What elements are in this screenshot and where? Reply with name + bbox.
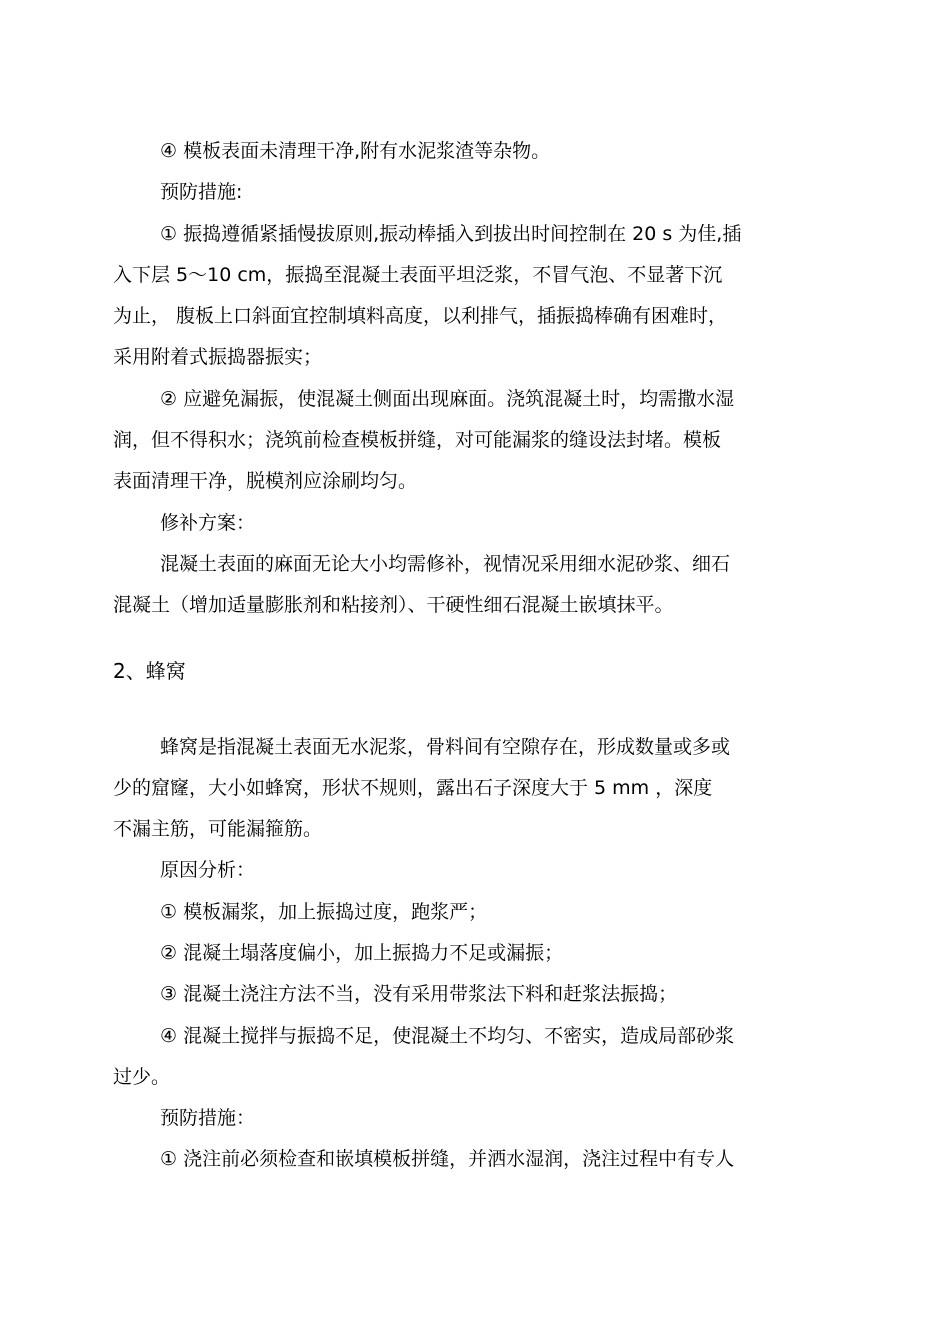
text-line: ③ 混凝土浇注方法不当，没有采用带浆法下料和赶浆法振捣；	[160, 983, 678, 1005]
text-line: 混凝土（增加适量膨胀剂和粘接剂）、干硬性细石混凝土嵌填抹平。	[113, 594, 674, 616]
subheading-cause: 原因分析：	[160, 859, 256, 881]
text-line: 入下层 5～10 cm，振捣至混凝土表面平坦泛浆，不冒气泡、不显著下沉	[113, 264, 723, 286]
text-line: 不漏主筋，可能漏箍筋。	[113, 818, 323, 840]
text-line: 蜂窝是指混凝土表面无水泥浆，骨料间有空隙存在，形成数量或多或	[160, 736, 731, 758]
text-line: ② 应避免漏振，使混凝土侧面出现麻面。浇筑混凝土时，均需撒水湿	[160, 388, 735, 410]
text-line: ① 振捣遵循紧插慢拔原则,振动棒插入到拔出时间控制在 20 s 为佳,插	[160, 223, 742, 245]
text-line: ① 浇注前必须检查和嵌填模板拼缝，并洒水湿润，浇注过程中有专人	[160, 1148, 735, 1170]
subheading-repair: 修补方案：	[160, 512, 256, 534]
text-line: 为止， 腹板上口斜面宜控制填料高度，以利排气，插振捣棒确有困难时，	[113, 305, 728, 327]
text-line: 少的窟窿，大小如蜂窝，形状不规则，露出石子深度大于 5 mm ，深度	[113, 777, 713, 799]
text-line: 混凝土表面的麻面无论大小均需修补，视情况采用细水泥砂浆、细石	[160, 553, 731, 575]
section-heading: 2、蜂窝	[113, 659, 186, 683]
text-line: ④ 混凝土搅拌与振捣不足，使混凝土不均匀、不密实，造成局部砂浆	[160, 1025, 735, 1047]
text-line: 过少。	[113, 1066, 171, 1088]
text-line: ④ 模板表面未清理干净,附有水泥浆渣等杂物。	[160, 140, 551, 162]
subheading-prevention: 预防措施：	[160, 1107, 256, 1129]
subheading-prevention: 预防措施:	[160, 181, 243, 203]
text-line: ① 模板漏浆，加上振捣过度，跑浆严；	[160, 901, 488, 923]
text-line: 润，但不得积水；浇筑前检查模板拼缝，对可能漏浆的缝设法封堵。模板	[113, 429, 722, 451]
text-line: ② 混凝土塌落度偏小，加上振捣力不足或漏振；	[160, 942, 564, 964]
text-line: 采用附着式振捣器振实；	[113, 346, 323, 368]
text-line: 表面清理干净，脱模剂应涂刷均匀。	[113, 470, 418, 492]
